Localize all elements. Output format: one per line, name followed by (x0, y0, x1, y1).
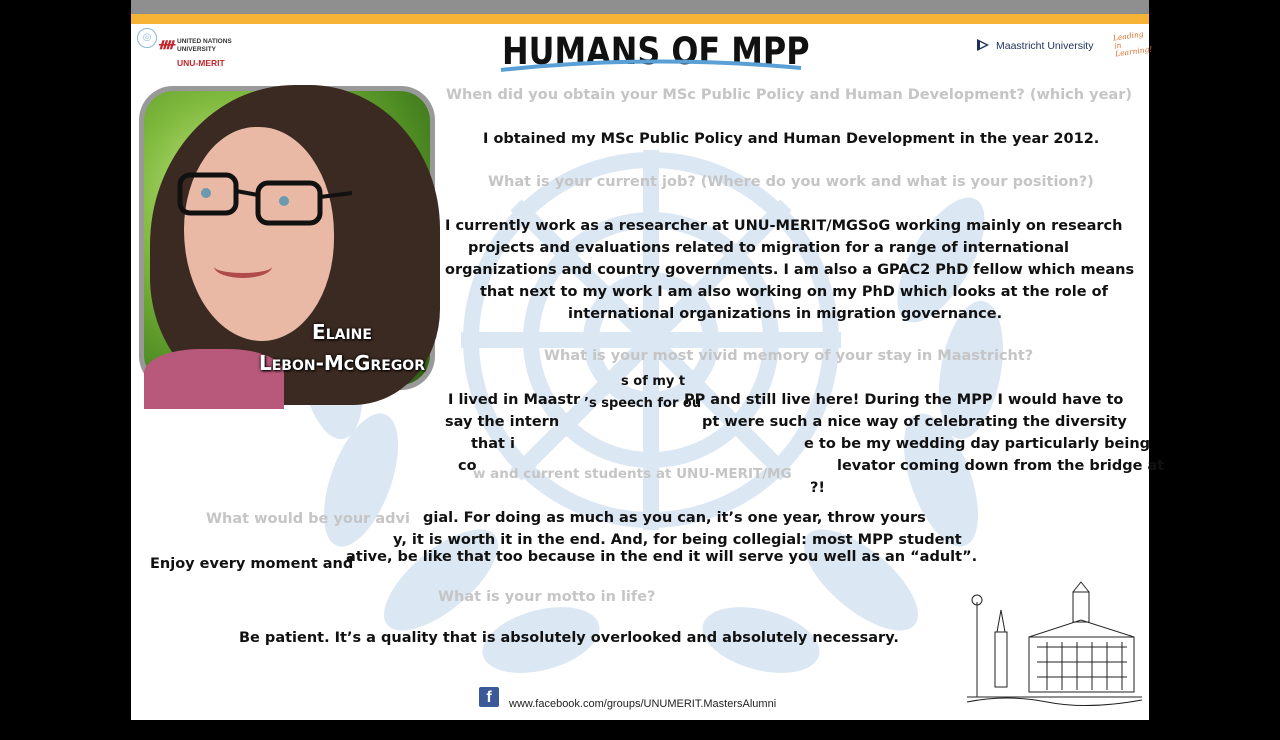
overlap-fragment-l: ?! (810, 480, 826, 496)
unu-merit-logo (137, 28, 247, 68)
photo-smile (214, 255, 272, 278)
question-motto: What is your motto in life? (438, 589, 656, 605)
profile-name (144, 317, 430, 379)
slide (131, 0, 1165, 720)
overlap-fragment-a: s of my t (621, 374, 686, 389)
overlap-fragment-o: Enjoy every moment and (150, 556, 354, 572)
overlap-fragment-f: pt were such a nice way of celebrating the diversity (702, 414, 1127, 430)
top-gray-bar (131, 0, 1149, 14)
photo-face (184, 127, 334, 341)
un-globe-icon: ◎ (137, 28, 157, 48)
facebook-group-link[interactable]: www.facebook.com/groups/UNUMERIT.MastersAlumni (509, 698, 777, 710)
maastricht-university-name: Maastricht University (996, 40, 1094, 52)
overlap-fragment-b: I lived in Maastr (448, 392, 581, 408)
unu-logo-mark: ᚎ (159, 38, 176, 51)
page-title: HUMANS OF MPP (502, 30, 810, 73)
title-swoosh (491, 58, 811, 74)
profile-photo (144, 91, 430, 385)
unu-logo-text: UNITED NATIONS UNIVERSITY (177, 38, 232, 53)
overlap-fragment-k: levator coming down from the bridge at (837, 458, 1165, 474)
answer-current-job-line5: international organizations in migration governance. (568, 306, 1003, 322)
question-advice: What would be your advi (206, 511, 410, 527)
question-current-job: What is your current job? (Where do you work and what is your position?) (488, 174, 1094, 190)
overlap-fragment-m: gial. For doing as much as you can, it’s one year, throw yours (423, 510, 926, 526)
maastricht-university-logo (974, 29, 1153, 60)
unu-merit-label: UNU-MERIT (177, 58, 225, 68)
overlap-fragment-n: y, it is worth it in the end. And, for being collegial: most MPP student (393, 532, 962, 548)
profile-first-name: Elaine (312, 320, 372, 344)
answer-current-job-line2: projects and evaluations related to migration for a range of international (468, 240, 1069, 256)
overlap-fragment-h: e to be my wedding day particularly being (804, 436, 1151, 452)
answer-year: I obtained my MSc Public Policy and Human Development in the year 2012. (483, 131, 1100, 147)
question-year: When did you obtain your MSc Public Policy and Human Development? (which year) (446, 87, 1132, 103)
overlap-fragment-p: ative, be like that too because in the end it will serve you well as an “adult”. (346, 549, 978, 565)
question-advice-to-students: w and current students at UNU-MERIT/MG (473, 466, 792, 482)
answer-motto: Be patient. It’s a quality that is absolutely overlooked and absolutely necessary. (239, 630, 899, 646)
overlap-fragment-g: that i (471, 436, 515, 452)
photo-glasses (166, 167, 356, 227)
overlap-fragment-d: PP and still live here! During the MPP I would have to (684, 392, 1124, 408)
profile-photo-frame (139, 86, 435, 390)
overlap-fragment-c: ’s speech for ou (584, 396, 702, 411)
overlap-fragment-e: say the intern (445, 414, 560, 430)
answer-current-job-line4: that next to my work I am also working on my PhD which looks at the role of (480, 284, 1108, 300)
top-gold-bar (131, 14, 1149, 24)
facebook-icon[interactable]: f (479, 687, 499, 707)
maastricht-university-icon (976, 38, 990, 52)
overlap-fragment-i: co (458, 458, 477, 474)
question-vivid-memory: What is your most vivid memory of your stay in Maastricht? (544, 348, 1034, 364)
maastricht-tagline: Leading in Learning! (1112, 29, 1153, 59)
answer-current-job-line3: organizations and country governments. I am also a GPAC2 PhD fellow which means (445, 262, 1135, 278)
maastricht-city-hall-sketch (967, 582, 1142, 710)
answer-current-job-line1: I currently work as a researcher at UNU-MERIT/MGSoG working mainly on research (445, 218, 1123, 234)
profile-last-name: Lebon-McGregor (258, 351, 425, 375)
